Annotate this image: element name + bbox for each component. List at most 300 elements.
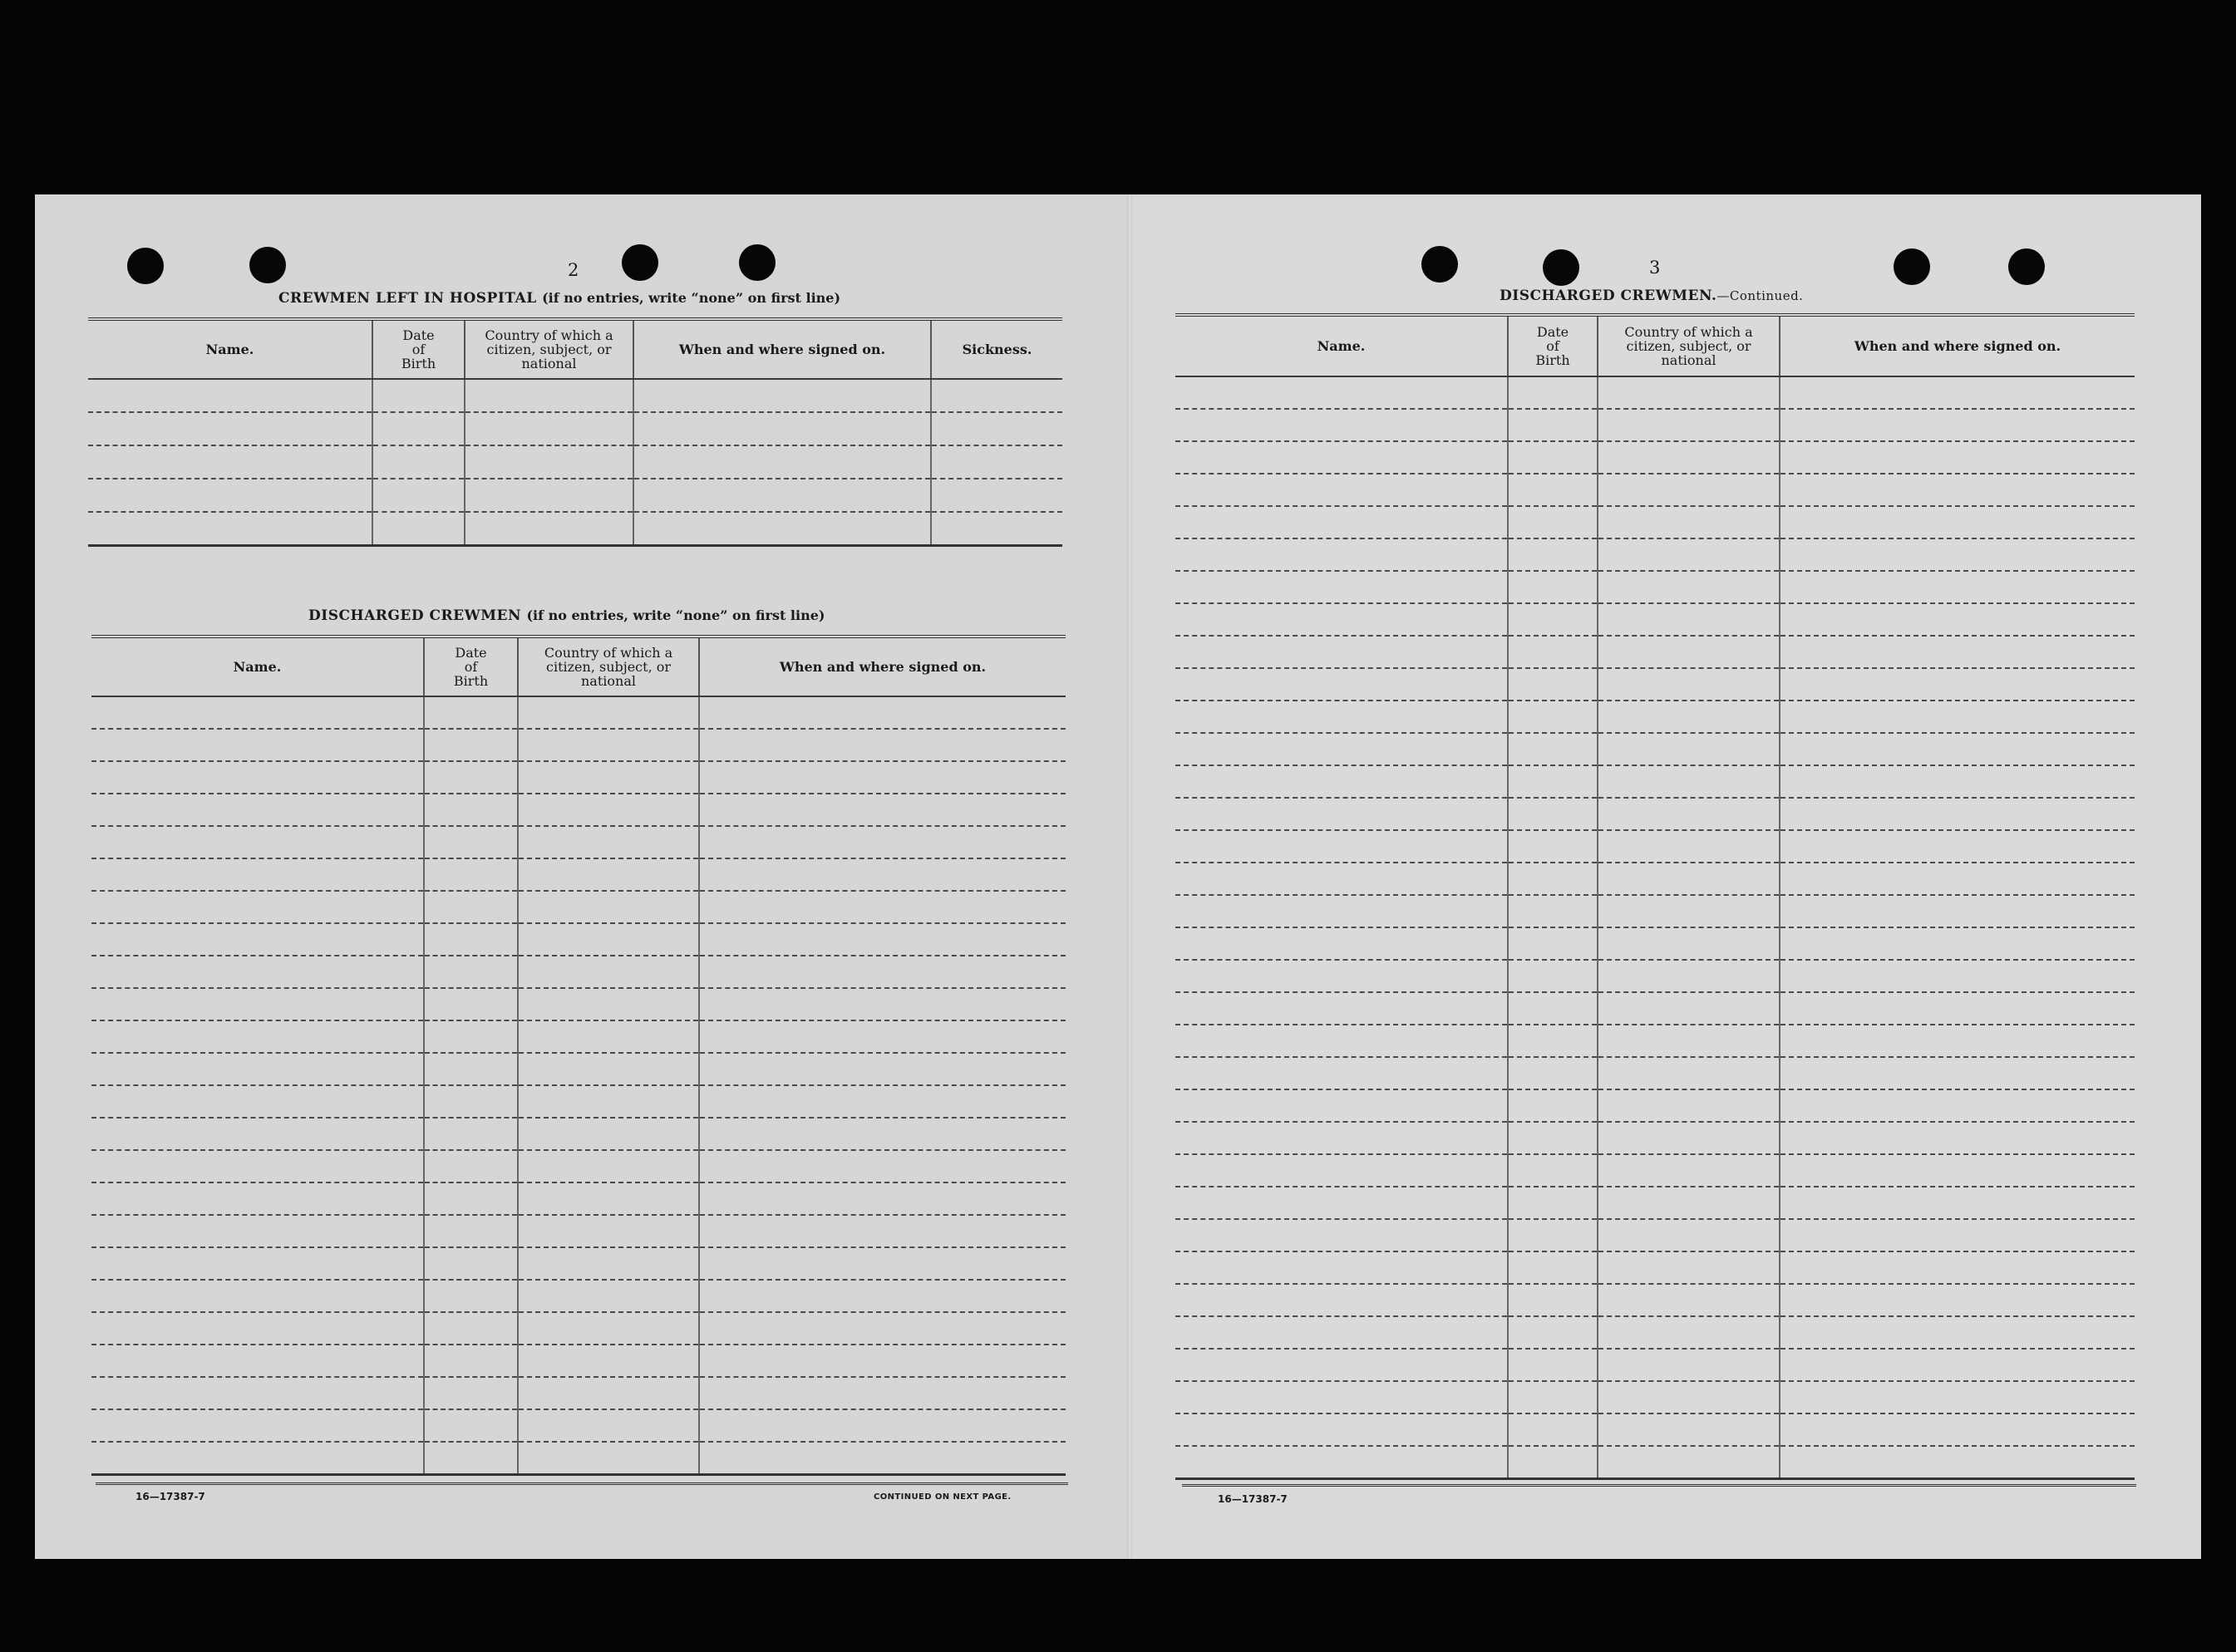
- table-cell: [1598, 863, 1780, 895]
- continued-note: CONTINUED ON NEXT PAGE.: [874, 1492, 1012, 1502]
- hospital-title-text: CREWMEN LEFT IN HOSPITAL: [278, 290, 537, 307]
- col-signed-on-header: When and where signed on.: [699, 637, 1066, 696]
- table-cell: [1780, 863, 2135, 895]
- table-cell: [1598, 1446, 1780, 1478]
- table-cell: [1598, 1316, 1780, 1349]
- table-cell: [1598, 1414, 1780, 1446]
- table-cell: [1598, 895, 1780, 927]
- table-cell: [1780, 1187, 2135, 1219]
- table-row: [1175, 765, 2135, 798]
- table-cell: [1175, 1057, 1508, 1089]
- discharged-crewmen-continued-table: [1175, 313, 2135, 1480]
- table-cell: [518, 1442, 699, 1474]
- table-cell: [91, 729, 424, 761]
- table-cell: [1508, 376, 1598, 409]
- table-cell: [1508, 765, 1598, 798]
- table-row: [1175, 1414, 2135, 1446]
- dob-line-1: Date: [455, 645, 487, 661]
- table-cell: [91, 794, 424, 826]
- table-cell: [91, 1312, 424, 1345]
- table-cell: [91, 826, 424, 858]
- table-cell: [424, 1150, 518, 1182]
- country-line-3: national: [521, 356, 577, 371]
- table-cell: [424, 1377, 518, 1409]
- col-signed-on-header: When and where signed on.: [1780, 315, 2135, 376]
- table-cell: [1175, 441, 1508, 474]
- table-row: [91, 1020, 1066, 1053]
- table-cell: [1780, 960, 2135, 992]
- table-row: [91, 1345, 1066, 1377]
- table-cell: [1598, 376, 1780, 409]
- table-cell: [1175, 798, 1508, 830]
- table-cell: [931, 512, 1062, 545]
- page-number-right: 3: [1649, 258, 1661, 278]
- table-row: [1175, 927, 2135, 960]
- table-row: [1175, 1219, 2135, 1251]
- table-row: [1175, 603, 2135, 636]
- table-cell: [1175, 474, 1508, 506]
- table-cell: [91, 1215, 424, 1247]
- table-cell: [518, 761, 699, 794]
- table-cell: [1175, 960, 1508, 992]
- table-row: [91, 1053, 1066, 1085]
- table-cell: [1508, 409, 1598, 441]
- table-cell: [518, 1247, 699, 1280]
- table-cell: [1508, 1025, 1598, 1057]
- table-cell: [1598, 571, 1780, 603]
- table-cell: [518, 1409, 699, 1442]
- table-row: [91, 1409, 1066, 1442]
- table-row: [1175, 1251, 2135, 1284]
- table-cell: [1598, 1122, 1780, 1154]
- table-row: [91, 729, 1066, 761]
- punch-hole: [1894, 248, 1930, 285]
- continued-label: —Continued.: [1716, 288, 1804, 303]
- table-cell: [699, 1280, 1066, 1312]
- table-row: [1175, 960, 2135, 992]
- table-cell: [1598, 409, 1780, 441]
- table-cell: [699, 1312, 1066, 1345]
- country-line-2: citizen, subject, or: [1626, 338, 1751, 354]
- table-row: [1175, 1446, 2135, 1478]
- table-cell: [518, 1280, 699, 1312]
- col-dob-header: [372, 319, 465, 379]
- dob-line-1: Date: [402, 327, 435, 343]
- table-cell: [1508, 474, 1598, 506]
- table-cell: [465, 379, 633, 412]
- table-cell: [424, 956, 518, 988]
- dob-line-3: Birth: [453, 673, 489, 689]
- punch-hole: [127, 248, 164, 284]
- table-cell: [1508, 1381, 1598, 1414]
- table-cell: [424, 1215, 518, 1247]
- table-cell: [1508, 733, 1598, 765]
- table-cell: [633, 445, 931, 479]
- hospital-section-title: [278, 290, 840, 307]
- table-cell: [1508, 603, 1598, 636]
- punch-hole: [622, 244, 658, 281]
- table-cell: [91, 956, 424, 988]
- table-cell: [1175, 1446, 1508, 1478]
- table-cell: [91, 1442, 424, 1474]
- form-number-left: 16—17387-7: [135, 1491, 205, 1502]
- country-line-2: citizen, subject, or: [486, 342, 612, 357]
- table-row: [1175, 701, 2135, 733]
- table-cell: [424, 858, 518, 891]
- table-cell: [1598, 668, 1780, 701]
- table-row: [1175, 992, 2135, 1025]
- table-cell: [1508, 1187, 1598, 1219]
- table-cell: [1175, 733, 1508, 765]
- table-cell: [699, 1247, 1066, 1280]
- table-cell: [91, 1345, 424, 1377]
- table-cell: [1508, 668, 1598, 701]
- col-name-header: Name.: [88, 319, 372, 379]
- table-cell: [699, 858, 1066, 891]
- table-row: [91, 826, 1066, 858]
- table-cell: [91, 923, 424, 956]
- table-cell: [1508, 960, 1598, 992]
- table-cell: [1780, 1349, 2135, 1381]
- table-cell: [1598, 830, 1780, 863]
- table-cell: [1598, 1154, 1780, 1187]
- table-cell: [465, 412, 633, 445]
- table-cell: [699, 1442, 1066, 1474]
- table-row: [1175, 895, 2135, 927]
- table-cell: [1175, 1349, 1508, 1381]
- table-cell: [1175, 1219, 1508, 1251]
- table-cell: [1175, 1089, 1508, 1122]
- table-cell: [424, 1409, 518, 1442]
- table-row: [1175, 571, 2135, 603]
- table-cell: [1780, 1057, 2135, 1089]
- dob-line-2: of: [411, 342, 426, 357]
- table-cell: [372, 379, 465, 412]
- table-row: [1175, 538, 2135, 571]
- table-cell: [1175, 506, 1508, 538]
- table-cell: [1175, 603, 1508, 636]
- table-cell: [1780, 538, 2135, 571]
- table-cell: [1508, 636, 1598, 668]
- table-cell: [91, 1182, 424, 1215]
- table-cell: [1175, 1316, 1508, 1349]
- table-cell: [1175, 409, 1508, 441]
- table-cell: [424, 923, 518, 956]
- col-signed-on-header: When and where signed on.: [633, 319, 931, 379]
- table-cell: [633, 512, 931, 545]
- table-cell: [699, 1409, 1066, 1442]
- table-cell: [1780, 765, 2135, 798]
- table-cell: [699, 1085, 1066, 1118]
- table-cell: [1508, 1122, 1598, 1154]
- discharged-title-text: DISCHARGED CREWMEN: [308, 607, 522, 624]
- table-row: [1175, 1187, 2135, 1219]
- table-cell: [1780, 1381, 2135, 1414]
- punch-hole: [249, 247, 286, 283]
- table-cell: [1780, 1414, 2135, 1446]
- table-cell: [1598, 603, 1780, 636]
- table-cell: [1508, 895, 1598, 927]
- table-cell: [1175, 830, 1508, 863]
- table-cell: [1780, 701, 2135, 733]
- table-cell: [1780, 441, 2135, 474]
- table-cell: [518, 1182, 699, 1215]
- table-cell: [424, 826, 518, 858]
- country-line-3: national: [1661, 352, 1716, 368]
- table-cell: [699, 794, 1066, 826]
- country-line-2: citizen, subject, or: [545, 659, 672, 675]
- table-cell: [1780, 1251, 2135, 1284]
- table-cell: [1598, 636, 1780, 668]
- table-cell: [1508, 830, 1598, 863]
- table-cell: [91, 1053, 424, 1085]
- table-cell: [1598, 1284, 1780, 1316]
- table-cell: [91, 761, 424, 794]
- table-cell: [518, 1020, 699, 1053]
- table-cell: [699, 1020, 1066, 1053]
- table-cell: [1780, 1446, 2135, 1478]
- table-cell: [699, 696, 1066, 729]
- table-cell: [1175, 701, 1508, 733]
- table-row: [91, 1377, 1066, 1409]
- table-cell: [424, 1442, 518, 1474]
- table-row: [1175, 1349, 2135, 1381]
- table-row: [1175, 474, 2135, 506]
- table-cell: [88, 512, 372, 545]
- table-cell: [518, 1215, 699, 1247]
- table-cell: [465, 512, 633, 545]
- table-cell: [1780, 1122, 2135, 1154]
- table-cell: [518, 729, 699, 761]
- table-row: [1175, 1122, 2135, 1154]
- hospital-table: [88, 317, 1062, 547]
- table-cell: [372, 479, 465, 512]
- table-cell: [1175, 1154, 1508, 1187]
- table-row: [91, 1182, 1066, 1215]
- table-row: [91, 1215, 1066, 1247]
- table-cell: [1175, 992, 1508, 1025]
- table-row: [1175, 1284, 2135, 1316]
- table-cell: [518, 858, 699, 891]
- table-row: [1175, 798, 2135, 830]
- dob-line-3: Birth: [1535, 352, 1570, 368]
- table-cell: [931, 412, 1062, 445]
- table-cell: [1780, 1219, 2135, 1251]
- table-cell: [1780, 376, 2135, 409]
- table-cell: [1598, 765, 1780, 798]
- table-cell: [1175, 571, 1508, 603]
- table-cell: [424, 1118, 518, 1150]
- punch-hole: [1421, 246, 1458, 283]
- table-row: [91, 1442, 1066, 1474]
- table-cell: [1175, 1025, 1508, 1057]
- table-cell: [518, 1085, 699, 1118]
- table-cell: [1780, 895, 2135, 927]
- table-row: [91, 1150, 1066, 1182]
- table-cell: [91, 858, 424, 891]
- table-cell: [931, 479, 1062, 512]
- table-cell: [88, 379, 372, 412]
- table-row: [1175, 376, 2135, 409]
- table-cell: [518, 1150, 699, 1182]
- table-cell: [1175, 1414, 1508, 1446]
- col-country-header: [1598, 315, 1780, 376]
- col-name-header: Name.: [1175, 315, 1508, 376]
- table-cell: [424, 1312, 518, 1345]
- table-cell: [699, 1345, 1066, 1377]
- table-cell: [1175, 765, 1508, 798]
- table-cell: [1598, 960, 1780, 992]
- table-cell: [1508, 1089, 1598, 1122]
- table-cell: [1508, 1349, 1598, 1381]
- table-cell: [1508, 1251, 1598, 1284]
- table-cell: [633, 379, 931, 412]
- table-cell: [699, 826, 1066, 858]
- discharged-crewmen-table: [91, 635, 1066, 1476]
- bottom-rule-left: [96, 1482, 1068, 1485]
- table-cell: [1508, 1284, 1598, 1316]
- table-cell: [1508, 992, 1598, 1025]
- table-cell: [1508, 1414, 1598, 1446]
- table-cell: [1175, 863, 1508, 895]
- table-row: [1175, 830, 2135, 863]
- table-cell: [1598, 441, 1780, 474]
- table-row: [91, 988, 1066, 1020]
- table-cell: [1598, 1219, 1780, 1251]
- table-cell: [1175, 538, 1508, 571]
- table-cell: [1780, 830, 2135, 863]
- table-row: [1175, 1057, 2135, 1089]
- table-cell: [1598, 538, 1780, 571]
- table-row: [1175, 441, 2135, 474]
- table-cell: [424, 1182, 518, 1215]
- table-cell: [699, 1377, 1066, 1409]
- table-cell: [1598, 992, 1780, 1025]
- table-cell: [518, 1053, 699, 1085]
- table-cell: [518, 696, 699, 729]
- table-cell: [91, 1085, 424, 1118]
- table-cell: [1508, 927, 1598, 960]
- table-cell: [424, 1020, 518, 1053]
- table-cell: [1780, 927, 2135, 960]
- table-cell: [465, 479, 633, 512]
- table-row: [1175, 733, 2135, 765]
- col-name-header: Name.: [91, 637, 424, 696]
- table-cell: [1598, 1057, 1780, 1089]
- table-cell: [1598, 506, 1780, 538]
- table-cell: [1598, 1025, 1780, 1057]
- table-cell: [1780, 992, 2135, 1025]
- table-row: [91, 761, 1066, 794]
- table-row: [91, 1280, 1066, 1312]
- table-cell: [1780, 798, 2135, 830]
- table-cell: [931, 445, 1062, 479]
- table-cell: [1508, 506, 1598, 538]
- table-row: [1175, 863, 2135, 895]
- table-cell: [1598, 927, 1780, 960]
- page-fold: [1127, 194, 1132, 1559]
- table-cell: [699, 923, 1066, 956]
- table-cell: [1175, 1251, 1508, 1284]
- table-row: [1175, 409, 2135, 441]
- hospital-title-note: (if no entries, write “none” on first line): [542, 290, 841, 306]
- table-cell: [1175, 1381, 1508, 1414]
- table-cell: [699, 761, 1066, 794]
- col-country-header: [465, 319, 633, 379]
- table-cell: [372, 445, 465, 479]
- table-cell: [1780, 1284, 2135, 1316]
- col-dob-header: [1508, 315, 1598, 376]
- country-line-3: national: [581, 673, 636, 689]
- table-row: [91, 696, 1066, 729]
- punch-hole: [1543, 249, 1579, 286]
- table-cell: [1508, 798, 1598, 830]
- country-line-1: Country of which a: [1624, 324, 1753, 340]
- table-row: [91, 1247, 1066, 1280]
- table-row: [91, 794, 1066, 826]
- table-cell: [1175, 376, 1508, 409]
- table-cell: [1598, 1381, 1780, 1414]
- table-cell: [1175, 1122, 1508, 1154]
- dob-line-3: Birth: [401, 356, 436, 371]
- table-cell: [699, 729, 1066, 761]
- dob-line-1: Date: [1536, 324, 1569, 340]
- table-row: [1175, 1025, 2135, 1057]
- table-row: [91, 1312, 1066, 1345]
- table-cell: [1780, 733, 2135, 765]
- table-cell: [1780, 668, 2135, 701]
- table-cell: [91, 696, 424, 729]
- col-sickness-header: Sickness.: [931, 319, 1062, 379]
- table-cell: [1508, 1446, 1598, 1478]
- table-row: [91, 1118, 1066, 1150]
- table-row: [91, 891, 1066, 923]
- table-cell: [91, 1247, 424, 1280]
- table-cell: [88, 412, 372, 445]
- table-cell: [1508, 1057, 1598, 1089]
- form-number-right: 16—17387-7: [1218, 1493, 1288, 1505]
- table-cell: [91, 1377, 424, 1409]
- table-cell: [424, 729, 518, 761]
- table-cell: [1780, 409, 2135, 441]
- table-cell: [424, 761, 518, 794]
- table-cell: [699, 1182, 1066, 1215]
- table-cell: [1780, 1025, 2135, 1057]
- table-cell: [1175, 636, 1508, 668]
- table-cell: [91, 891, 424, 923]
- table-cell: [1780, 1316, 2135, 1349]
- table-cell: [1780, 603, 2135, 636]
- table-cell: [633, 412, 931, 445]
- table-cell: [699, 891, 1066, 923]
- table-cell: [465, 445, 633, 479]
- table-cell: [518, 1345, 699, 1377]
- col-country-header: [518, 637, 699, 696]
- table-cell: [1508, 538, 1598, 571]
- table-cell: [1598, 1089, 1780, 1122]
- table-row: [1175, 1381, 2135, 1414]
- table-cell: [699, 988, 1066, 1020]
- country-line-1: Country of which a: [485, 327, 613, 343]
- table-cell: [91, 1409, 424, 1442]
- discharged-title-note: (if no entries, write “none” on first line): [526, 607, 825, 623]
- table-cell: [88, 479, 372, 512]
- table-cell: [931, 379, 1062, 412]
- table-cell: [1598, 1187, 1780, 1219]
- table-cell: [91, 1280, 424, 1312]
- table-cell: [88, 445, 372, 479]
- table-cell: [424, 1053, 518, 1085]
